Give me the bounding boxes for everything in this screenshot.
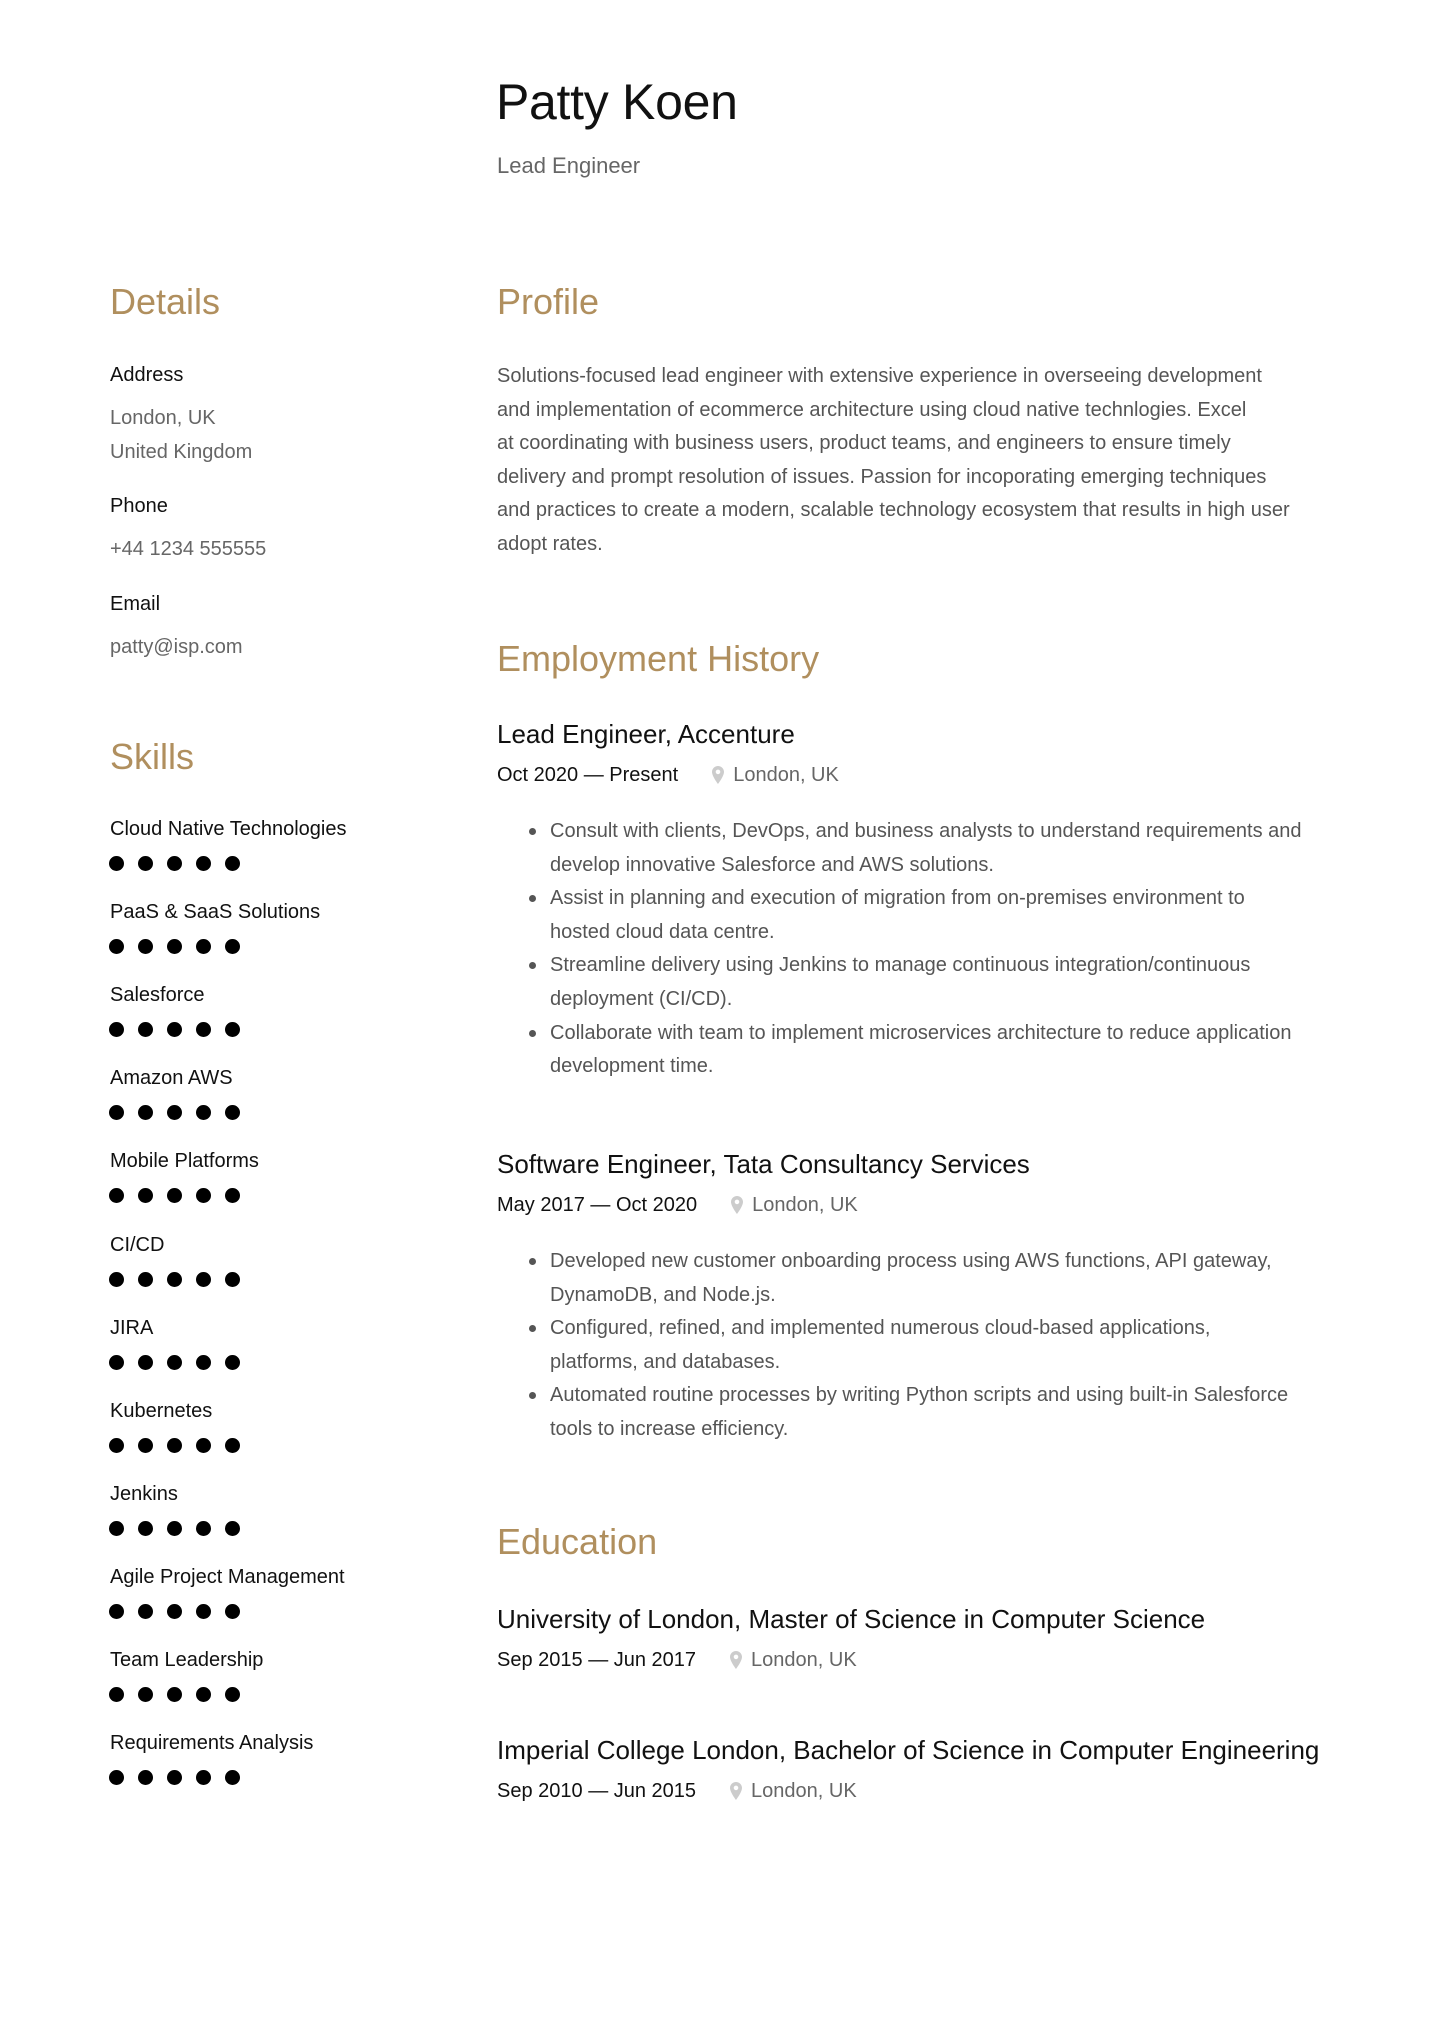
rating-dot-icon — [196, 1188, 211, 1203]
bullet-icon — [529, 1392, 536, 1399]
skill-rating — [109, 1105, 240, 1120]
list-item: Assist in planning and execution of migration from on-premises environment to hosted cloud data centre. — [497, 882, 1302, 949]
rating-dot-icon — [138, 1687, 153, 1702]
skill-label: Mobile Platforms — [110, 1150, 259, 1173]
rating-dot-icon — [225, 856, 240, 871]
rating-dot-icon — [138, 1105, 153, 1120]
rating-dot-icon — [225, 1105, 240, 1120]
rating-dot-icon — [109, 939, 124, 954]
rating-dot-icon — [225, 1355, 240, 1370]
rating-dot-icon — [167, 1604, 182, 1619]
rating-dot-icon — [167, 1188, 182, 1203]
bullet-icon — [529, 962, 536, 969]
skill-label: PaaS & SaaS Solutions — [110, 901, 321, 924]
list-item: Automated routine processes by writing Python scripts and using built-in Salesforce tools to increase efficiency. — [497, 1379, 1288, 1446]
rating-dot-icon — [109, 1272, 124, 1287]
rating-dot-icon — [167, 1272, 182, 1287]
job-location — [731, 1192, 858, 1218]
skill-rating — [109, 1438, 240, 1453]
education-location — [730, 1778, 857, 1804]
profile-line: adopt rates. — [497, 532, 603, 555]
profile-line: at coordinating with business users, product teams, and engineers to ensure timely — [497, 432, 1231, 455]
skill-rating — [109, 939, 240, 954]
skill-label: Kubernetes — [110, 1399, 213, 1422]
education-meta — [497, 1778, 857, 1804]
rating-dot-icon — [167, 1521, 182, 1536]
rating-dot-icon — [138, 1272, 153, 1287]
rating-dot-icon — [196, 856, 211, 871]
candidate-title: Lead Engineer — [497, 153, 641, 178]
rating-dot-icon — [109, 1105, 124, 1120]
skill-rating — [109, 1272, 240, 1287]
profile-summary — [497, 360, 1290, 562]
rating-dot-icon — [138, 1604, 153, 1619]
skill-label: Jenkins — [110, 1482, 178, 1505]
education-meta — [497, 1647, 857, 1673]
rating-dot-icon — [138, 1521, 153, 1536]
rating-dot-icon — [225, 1188, 240, 1203]
rating-dot-icon — [225, 1022, 240, 1037]
education-title: Imperial College London, Bachelor of Science in Computer Engineering — [497, 1735, 1320, 1765]
education-location-text: London, UK — [751, 1649, 857, 1671]
bullet-icon — [529, 895, 536, 902]
rating-dot-icon — [167, 1687, 182, 1702]
rating-dot-icon — [225, 1272, 240, 1287]
rating-dot-icon — [196, 1604, 211, 1619]
job-bullets — [497, 815, 1302, 1084]
education-heading: Education — [497, 1521, 658, 1562]
address-label: Address — [110, 364, 184, 386]
job-meta — [497, 762, 839, 788]
skill-rating — [109, 1770, 240, 1785]
rating-dot-icon — [225, 1604, 240, 1619]
job-title: Software Engineer, Tata Consultancy Services — [497, 1149, 1030, 1179]
details-heading: Details — [110, 281, 221, 322]
email-label: Email — [110, 593, 161, 615]
candidate-name: Patty Koen — [496, 74, 738, 130]
list-item: Configured, refined, and implemented numerous cloud-based applications, platforms, and databases. — [497, 1312, 1288, 1379]
rating-dot-icon — [167, 856, 182, 871]
skill-rating — [109, 856, 240, 871]
job-bullets — [497, 1245, 1288, 1447]
rating-dot-icon — [196, 1687, 211, 1702]
rating-dot-icon — [138, 939, 153, 954]
skill-label: CI/CD — [110, 1233, 165, 1256]
skill-label: Salesforce — [110, 984, 205, 1007]
rating-dot-icon — [109, 1022, 124, 1037]
rating-dot-icon — [196, 1272, 211, 1287]
bullet-icon — [529, 1258, 536, 1265]
rating-dot-icon — [138, 1022, 153, 1037]
rating-dot-icon — [225, 939, 240, 954]
list-item: Collaborate with team to implement microservices architecture to reduce application development time. — [497, 1017, 1302, 1084]
rating-dot-icon — [167, 1355, 182, 1370]
rating-dot-icon — [196, 1022, 211, 1037]
rating-dot-icon — [109, 1188, 124, 1203]
rating-dot-icon — [138, 1355, 153, 1370]
education-location-text: London, UK — [751, 1780, 857, 1802]
address-line-2: United Kingdom — [110, 441, 253, 463]
skill-rating — [109, 1604, 240, 1619]
skill-label: Agile Project Management — [110, 1565, 345, 1588]
rating-dot-icon — [196, 1105, 211, 1120]
education-location — [730, 1647, 857, 1673]
skill-label: Requirements Analysis — [110, 1732, 314, 1755]
location-pin-icon — [730, 1782, 742, 1800]
rating-dot-icon — [109, 1604, 124, 1619]
profile-line: delivery and prompt resolution of issues. Passion for incoporating emerging techniques — [497, 465, 1267, 488]
location-pin-icon — [730, 1651, 742, 1669]
rating-dot-icon — [167, 1438, 182, 1453]
skill-rating — [109, 1188, 240, 1203]
job-title: Lead Engineer, Accenture — [497, 719, 795, 749]
rating-dot-icon — [196, 1770, 211, 1785]
rating-dot-icon — [109, 856, 124, 871]
rating-dot-icon — [225, 1770, 240, 1785]
skill-label: Amazon AWS — [110, 1067, 233, 1090]
job-location — [712, 762, 839, 788]
list-item: Consult with clients, DevOps, and business analysts to understand requirements and develop innovative Salesforce and AWS solutions. — [497, 815, 1302, 882]
rating-dot-icon — [109, 1438, 124, 1453]
bullet-icon — [529, 1325, 536, 1332]
rating-dot-icon — [138, 1438, 153, 1453]
bullet-icon — [529, 1030, 536, 1037]
skill-rating — [109, 1687, 240, 1702]
job-location-text: London, UK — [752, 1194, 858, 1216]
skill-rating — [109, 1022, 240, 1037]
phone-label: Phone — [110, 495, 168, 517]
email-value[interactable]: patty@isp.com — [110, 636, 243, 658]
skills-heading: Skills — [110, 736, 195, 777]
education-dates: Sep 2015 — Jun 2017 — [497, 1649, 697, 1671]
rating-dot-icon — [225, 1521, 240, 1536]
rating-dot-icon — [109, 1687, 124, 1702]
skill-label: Cloud Native Technologies — [110, 818, 347, 840]
bullet-icon — [529, 828, 536, 835]
rating-dot-icon — [196, 1521, 211, 1536]
rating-dot-icon — [225, 1438, 240, 1453]
skill-rating — [109, 1521, 240, 1536]
rating-dot-icon — [167, 1105, 182, 1120]
location-pin-icon — [731, 1196, 743, 1214]
list-item: Streamline delivery using Jenkins to manage continuous integration/continuous deployment (CI/CD). — [497, 949, 1302, 1016]
rating-dot-icon — [109, 1355, 124, 1370]
skill-rating — [109, 1355, 240, 1370]
employment-heading: Employment History — [497, 638, 820, 679]
rating-dot-icon — [167, 939, 182, 954]
skill-label: JIRA — [110, 1316, 154, 1339]
job-location-text: London, UK — [733, 764, 839, 786]
profile-heading: Profile — [497, 281, 600, 322]
rating-dot-icon — [167, 1770, 182, 1785]
phone-value: +44 1234 555555 — [110, 538, 267, 560]
rating-dot-icon — [109, 1770, 124, 1785]
job-dates: Oct 2020 — Present — [497, 764, 679, 786]
skill-label: Team Leadership — [110, 1649, 264, 1671]
education-title: University of London, Master of Science in Computer Science — [497, 1604, 1206, 1634]
profile-line: and implementation of ecommerce architecture using cloud native technlogies. Excel — [497, 398, 1247, 421]
address-line-1: London, UK — [110, 407, 216, 429]
profile-line: Solutions-focused lead engineer with extensive experience in overseeing development — [497, 365, 1262, 387]
location-pin-icon — [712, 766, 724, 784]
rating-dot-icon — [138, 1770, 153, 1785]
list-item: Developed new customer onboarding process using AWS functions, API gateway, DynamoDB, and Node.js. — [497, 1245, 1288, 1312]
job-dates: May 2017 — Oct 2020 — [497, 1194, 698, 1216]
rating-dot-icon — [138, 1188, 153, 1203]
rating-dot-icon — [167, 1022, 182, 1037]
education-dates: Sep 2010 — Jun 2015 — [497, 1780, 697, 1802]
profile-line: and practices to create a modern, scalable technology ecosystem that results in high user — [497, 499, 1290, 522]
rating-dot-icon — [196, 1355, 211, 1370]
rating-dot-icon — [138, 856, 153, 871]
rating-dot-icon — [196, 1438, 211, 1453]
rating-dot-icon — [225, 1687, 240, 1702]
job-meta — [497, 1192, 858, 1218]
rating-dot-icon — [109, 1521, 124, 1536]
rating-dot-icon — [196, 939, 211, 954]
